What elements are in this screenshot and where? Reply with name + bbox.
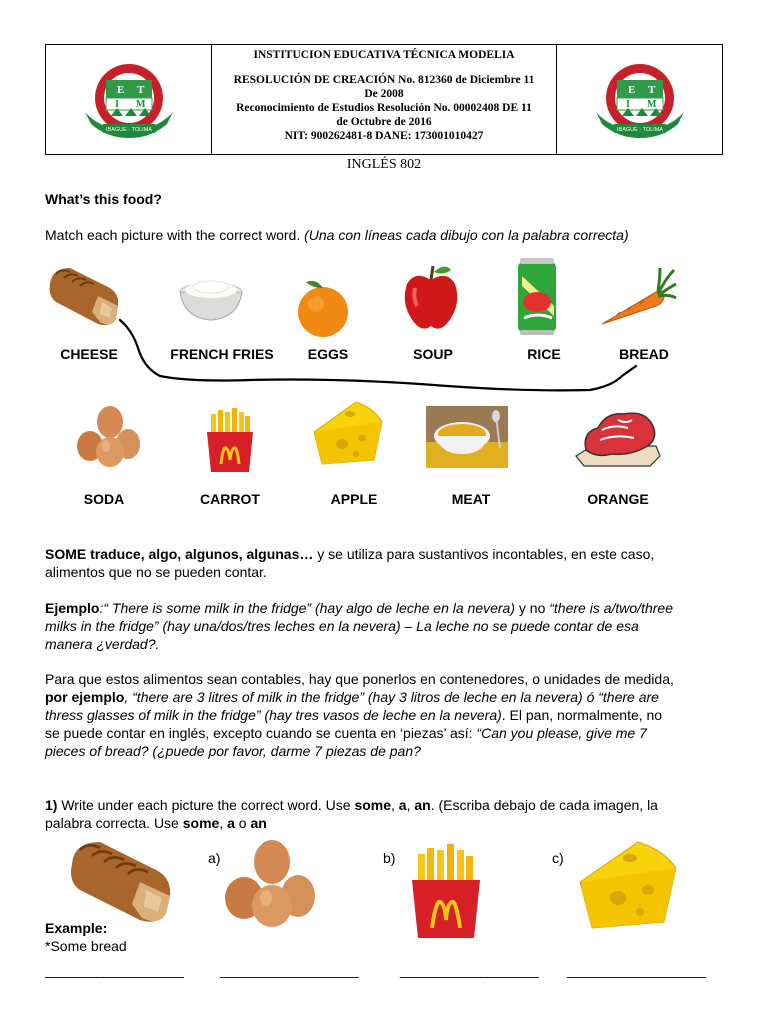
answer-blank-c[interactable]: ___________________: [567, 962, 706, 978]
item-label-a: a): [208, 850, 221, 866]
item-label-c: c): [552, 850, 564, 866]
eggs-image: [74, 404, 142, 468]
containers-line5: pieces of bread? (¿puede por favor, darme 7 piezas de pan?: [45, 743, 421, 759]
cheese-image: [312, 398, 384, 468]
some-paragraph-line2: alimentos que no se pueden contar.: [45, 564, 267, 580]
answer-blank-example[interactable]: ___________________: [45, 962, 184, 978]
meat-image: [572, 406, 664, 468]
french-fries-image: [205, 408, 255, 472]
course-label: INGLÉS 802: [346, 157, 422, 172]
svg-text:M: M: [135, 98, 145, 110]
containers-line2: por ejemplo, “there are 3 litres of milk in the fridge” (hay 3 litros de leche en la nevera) ó “there are: [45, 689, 659, 705]
svg-text:M: M: [646, 98, 656, 110]
match-word-apple: APPLE: [330, 491, 378, 507]
svg-text:IBAGUE - TOLIMA: IBAGUE - TOLIMA: [105, 126, 152, 133]
svg-text:T: T: [647, 83, 655, 96]
hand-drawn-match-line: [0, 0, 768, 420]
example-line1: Ejemplo:“ There is some milk in the fridge” (hay algo de leche en la nevera) y no “there is a/two/three: [45, 600, 673, 616]
soup-image: [426, 406, 508, 468]
instruction-text: Match each picture with the correct word.: [45, 227, 305, 243]
example-line3: manera ¿verdad?.: [45, 636, 160, 652]
match-word-french-fries: FRENCH FRIES: [170, 346, 274, 362]
match-word-bread: BREAD: [619, 346, 669, 362]
exercise-eggs-image: [220, 838, 318, 928]
resolution-line1: RESOLUCIÓN DE CREACIÓN No. 812360 de Diciembre 11: [233, 74, 535, 86]
svg-text:I: I: [114, 98, 119, 110]
example-paragraph: [45, 599, 735, 653]
section-title: What’s this food?: [45, 191, 162, 207]
some-paragraph-line1: SOME traduce, algo, algunos, algunas… y se utiliza para sustantivos incontables, en este caso,: [45, 546, 655, 562]
nit-line: NIT: 900262481-8 DANE: 173001010427: [284, 130, 484, 142]
answer-blank-b[interactable]: ___________________: [400, 962, 539, 978]
answer-blank-a[interactable]: ___________________: [220, 962, 359, 978]
match-word-soda: SODA: [83, 491, 125, 507]
match-word-soup: SOUP: [413, 346, 453, 362]
item-label-b: b): [383, 850, 396, 866]
svg-text:T: T: [136, 83, 144, 96]
recognition-line1: Reconocimiento de Estudios Resolución No. 00002408 DE 11: [236, 102, 532, 114]
svg-text:I: I: [625, 98, 630, 110]
svg-text:E: E: [116, 83, 124, 96]
exercise-cheese-image: [578, 836, 678, 932]
containers-line4: se puede contar en inglés, excepto cuando se cuenta en ‘piezas’ así: “Can you please, give me 7: [45, 725, 647, 741]
recognition-line2: de Octubre de 2016: [336, 116, 432, 128]
instruction-spanish: (Una con líneas cada dibujo con la palabra correcta): [304, 227, 629, 243]
example-label: Example:: [45, 920, 108, 936]
exercise-line1: 1) Write under each picture the correct word. Use some, a, an. (Escriba debajo de cada imagen, la: [45, 797, 658, 813]
match-word-carrot: CARROT: [200, 491, 260, 507]
exercise-bread-image: [66, 834, 178, 926]
svg-text:IBAGUE - TOLIMA: IBAGUE - TOLIMA: [616, 126, 663, 133]
svg-text:E: E: [627, 83, 635, 96]
resolution-line2: De 2008: [364, 88, 404, 100]
match-word-meat: MEAT: [451, 491, 491, 507]
match-word-eggs: EGGS: [307, 346, 349, 362]
containers-line3: thress glasses of milk in the fridge” (hay tres vasos de leche en la nevera). El pan, normalmente, no: [45, 707, 663, 723]
example-answer: *Some bread: [45, 938, 127, 954]
match-word-orange: ORANGE: [587, 491, 649, 507]
exercise-line2: palabra correcta. Use some, a o an: [45, 815, 267, 831]
exercise-instruction: [45, 796, 735, 832]
match-word-rice: RICE: [527, 346, 561, 362]
match-word-cheese: CHEESE: [60, 346, 118, 362]
exercise-french-fries-image: [410, 844, 482, 938]
containers-line1: Para que estos alimentos sean contables, hay que ponerlos en contenedores, o unidades de medida,: [45, 671, 674, 687]
containers-paragraph: [45, 670, 735, 760]
school-name: INSTITUCION EDUCATIVA TÉCNICA MODELIA: [253, 49, 515, 61]
example-line2: milks in the fridge” (hay una/dos/tres leches en la nevera) – La leche no se puede contar de esa: [45, 618, 639, 634]
some-paragraph: [45, 545, 725, 581]
